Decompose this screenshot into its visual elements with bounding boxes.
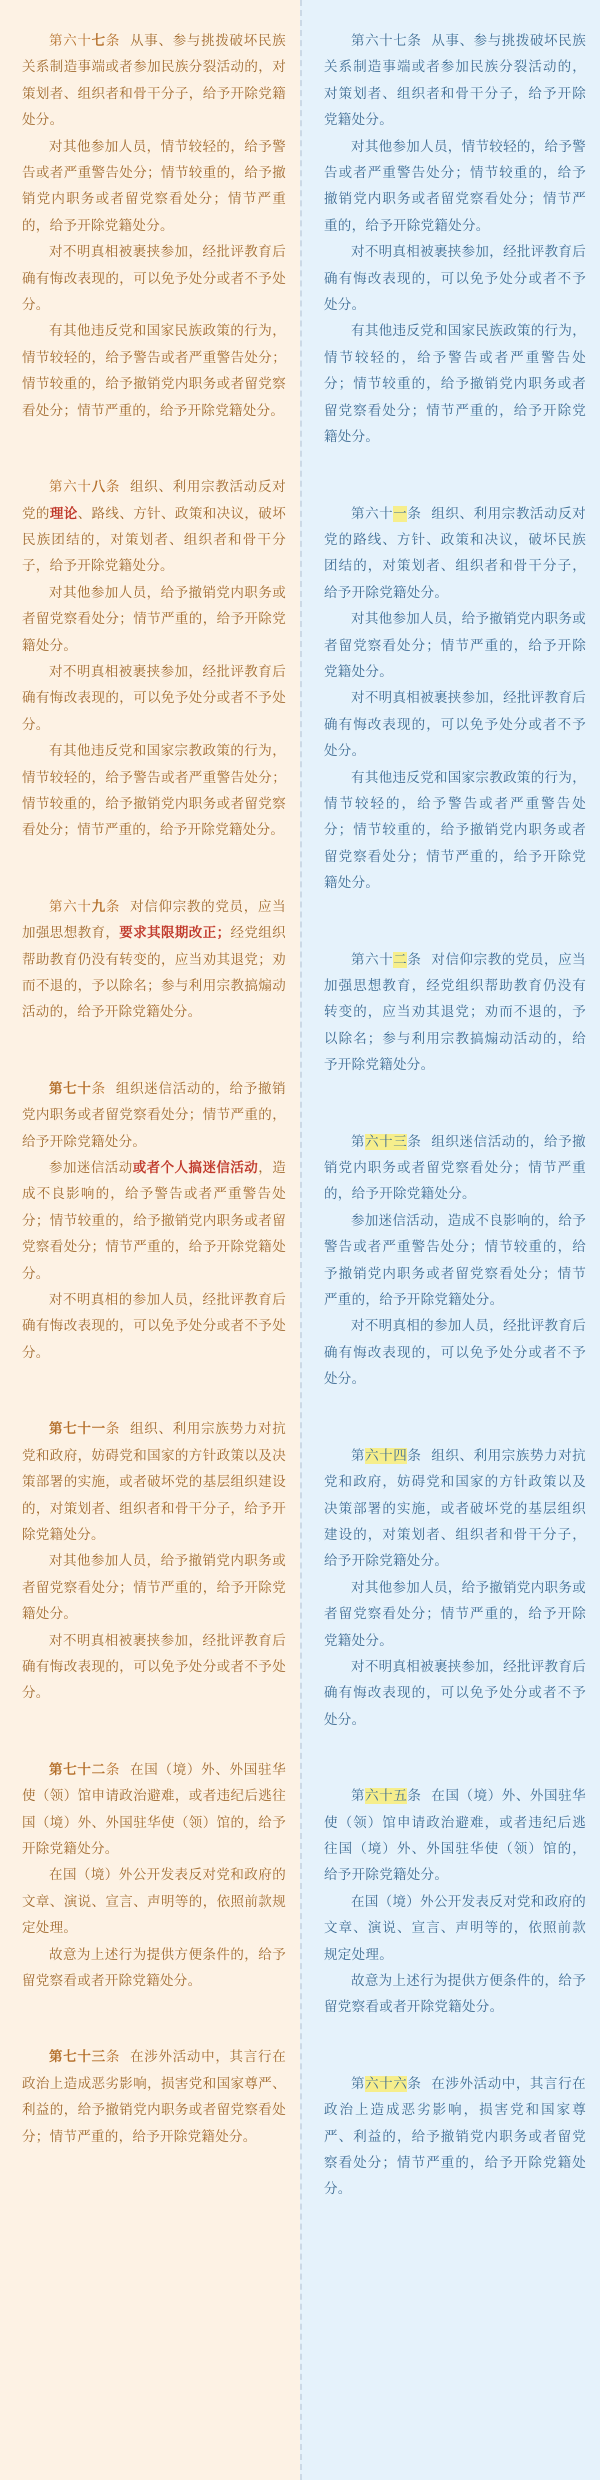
article-61-old bbox=[324, 501, 586, 897]
paragraph bbox=[22, 28, 286, 134]
article-text: 组织、利用宗教活动反对党的路线、方针、政策和决议，破坏民族团结的，对策划者、组织者和骨干分子，给予开除党籍处分。 bbox=[324, 505, 586, 601]
article-text: 从事、参与挑拨破坏民族关系制造事端或者参加民族分裂活动的，对策划者、组织者和骨干分子，给予开除党籍处分。 bbox=[22, 33, 286, 129]
paragraph bbox=[22, 1076, 286, 1155]
article-number-highlight: 六十六 bbox=[365, 2075, 408, 2092]
article-text: 在涉外活动中，其言行在政治上造成恶劣影响，损害党和国家尊严、利益的，给予撤销党内职务或者留党察看处分；情节严重的，给予开除党籍处分。 bbox=[22, 2049, 286, 2145]
paragraph bbox=[324, 28, 586, 134]
article-number-suffix: 条 bbox=[105, 2049, 121, 2066]
article-number-changed: 九 bbox=[91, 898, 106, 915]
paragraph bbox=[22, 894, 286, 1026]
article-number: 第六十 bbox=[351, 951, 394, 968]
changed-text: 或者个人搞迷信活动 bbox=[132, 1160, 259, 1177]
paragraph: 在国（境）外公开发表反对党和政府的文章、演说、宣言、声明等的，依照前款规定处理。 bbox=[22, 1867, 286, 1937]
paragraph: 对其他参加人员，给予撤销党内职务或者留党察看处分；情节严重的，给予开除党籍处分。 bbox=[324, 611, 586, 680]
article-66-old bbox=[324, 2071, 586, 2203]
article-number-suffix: 条 bbox=[105, 1761, 121, 1778]
article-number-suffix: 条 bbox=[407, 951, 422, 968]
article-number: 第六十 bbox=[49, 33, 92, 49]
article-number-suffix: 条 bbox=[105, 1421, 121, 1438]
article-number-changed: 八 bbox=[91, 479, 106, 496]
article-text: 组织、利用宗教活动反对党的 bbox=[22, 479, 286, 522]
paragraph bbox=[324, 1129, 586, 1208]
article-number-suffix: 条 bbox=[91, 1080, 106, 1097]
paragraph: 对不明真相被裹挟参加，经批评教育后确有悔改表现的，可以免予处分或者不予处分。 bbox=[22, 244, 286, 314]
paragraph bbox=[22, 474, 286, 580]
article-number-highlight: 六十三 bbox=[365, 1133, 408, 1150]
article-number-suffix: 条 bbox=[105, 479, 121, 496]
paragraph: 故意为上述行为提供方便条件的，给予留党察看或者开除党籍处分。 bbox=[22, 1946, 286, 1989]
paragraph: 对其他参加人员，给予撤销党内职务或者留党察看处分；情节严重的，给予开除党籍处分。 bbox=[324, 1579, 586, 1649]
paragraph: 对其他参加人员，给予撤销党内职务或者留党察看处分；情节严重的，给予开除党籍处分。 bbox=[22, 584, 286, 654]
article-number-changed: 第七十一 bbox=[49, 1421, 106, 1438]
article-number-suffix: 条 bbox=[105, 33, 121, 49]
article-number: 第六十七条 bbox=[351, 33, 422, 49]
article-number-highlight: 一 bbox=[393, 505, 408, 522]
article-number-suffix: 条 bbox=[407, 1133, 422, 1150]
article-64-old bbox=[324, 1443, 586, 1733]
article-number-suffix: 条 bbox=[105, 898, 121, 915]
article-number-suffix: 条 bbox=[407, 1447, 422, 1464]
paragraph: 对不明真相的参加人员，经批评教育后确有悔改表现的，可以免予处分或者不予处分。 bbox=[324, 1318, 586, 1388]
article-number-changed: 七 bbox=[91, 33, 106, 49]
paragraph bbox=[22, 1416, 286, 1548]
paragraph: 对不明真相被裹挟参加，经批评教育后确有悔改表现的，可以免予处分或者不予处分。 bbox=[22, 663, 286, 733]
article-62-old bbox=[324, 947, 586, 1079]
article-number-suffix: 条 bbox=[407, 2075, 422, 2092]
article-number-highlight: 六十五 bbox=[365, 1788, 408, 1805]
article-text: 、路线、方针、政策和决议，破坏民族团结的，对策划者、组织者和骨干分子，给予开除党籍处分。 bbox=[22, 505, 287, 575]
article-text: 组织、利用宗族势力对抗党和政府，妨碍党和国家的方针政策以及决策部署的实施，或者破坏党的基层组织建设的，对策划者、组织者和骨干分子，给予开除党籍处分。 bbox=[324, 1447, 586, 1570]
paragraph bbox=[22, 1757, 286, 1863]
paragraph: 故意为上述行为提供方便条件的，给予留党察看或者开除党籍处分。 bbox=[324, 1973, 586, 2016]
article-text: 在国（境）外、外国驻华使（领）馆申请政治避难，或者违纪后逃往国（境）外、外国驻华使（领）馆的，给予开除党籍处分。 bbox=[22, 1761, 286, 1857]
article-number: 第六十 bbox=[49, 898, 92, 915]
article-number-suffix: 条 bbox=[407, 505, 422, 522]
article-72-new bbox=[22, 1757, 286, 1995]
article-number: 第 bbox=[351, 1447, 366, 1464]
article-number-changed: 第七十 bbox=[49, 1080, 92, 1097]
article-text: 在涉外活动中，其言行在政治上造成恶劣影响，损害党和国家尊严、利益的，给予撤销党内职务或者留党察看处分；情节严重的，给予开除党籍处分。 bbox=[324, 2075, 586, 2198]
article-69-new bbox=[22, 894, 286, 1026]
article-number-highlight: 二 bbox=[393, 951, 408, 968]
paragraph: 有其他违反党和国家民族政策的行为，情节较轻的，给予警告或者严重警告处分；情节较重的，给予撤销党内职务或者留党察看处分；情节严重的，给予开除党籍处分。 bbox=[324, 323, 586, 446]
old-version-column bbox=[300, 0, 600, 2480]
article-number-highlight: 六十四 bbox=[365, 1447, 408, 1464]
changed-text: 理论 bbox=[49, 505, 78, 522]
article-text: 从事、参与挑拨破坏民族关系制造事端或者参加民族分裂活动的，对策划者、组织者和骨干分子，给予开除党籍处分。 bbox=[324, 33, 586, 129]
article-text: ，造成不良影响的，给予警告或者严重警告处分；情节较重的，给予撤销党内职务或者留党察看处分；情节严重的，给予开除党籍处分。 bbox=[22, 1160, 286, 1282]
article-73-new bbox=[22, 2044, 286, 2150]
article-text: 经党组织帮助教育仍没有转变的，应当劝其退党；劝而不退的，予以除名；参与利用宗教搞煽动活动的，给予开除党籍处分。 bbox=[22, 925, 286, 1021]
article-68-new bbox=[22, 474, 286, 844]
paragraph: 有其他违反党和国家民族政策的行为，情节较轻的，给予警告或者严重警告处分；情节较重的，给予撤销党内职务或者留党察看处分；情节严重的，给予开除党籍处分。 bbox=[22, 323, 286, 419]
paragraph: 对其他参加人员，给予撤销党内职务或者留党察看处分；情节严重的，给予开除党籍处分。 bbox=[22, 1553, 286, 1623]
article-text: 对信仰宗教的党员，应当加强思想教育， bbox=[22, 898, 286, 942]
paragraph: 对不明真相被裹挟参加，经批评教育后确有悔改表现的，可以免予处分或者不予处分。 bbox=[324, 1658, 586, 1728]
article-67-new bbox=[22, 28, 286, 424]
paragraph: 对不明真相的参加人员，经批评教育后确有悔改表现的，可以免予处分或者不予处分。 bbox=[22, 1292, 286, 1361]
paragraph: 在国（境）外公开发表反对党和政府的文章、演说、宣言、声明等的，依照前款规定处理。 bbox=[324, 1893, 586, 1963]
paragraph: 对不明真相被裹挟参加，经批评教育后确有悔改表现的，可以免予处分或者不予处分。 bbox=[22, 1632, 286, 1702]
article-text: 组织、利用宗族势力对抗党和政府，妨碍党和国家的方针政策以及决策部署的实施，或者破坏党的基层组织建设的，对策划者、组织者和骨干分子，给予开除党籍处分。 bbox=[22, 1421, 286, 1543]
article-number: 第 bbox=[351, 1788, 366, 1805]
paragraph: 对其他参加人员，情节较轻的，给予警告或者严重警告处分；情节较重的，给予撤销党内职务或者留党察看处分；情节严重的，给予开除党籍处分。 bbox=[324, 138, 586, 234]
changed-text: 要求其限期改正； bbox=[119, 925, 231, 942]
paragraph: 对其他参加人员，情节较轻的，给予警告或者严重警告处分；情节较重的，给予撤销党内职务或者留党察看处分；情节严重的，给予开除党籍处分。 bbox=[22, 138, 286, 234]
article-65-old bbox=[324, 1783, 586, 2021]
paragraph bbox=[324, 947, 586, 1079]
paragraph: 有其他违反党和国家宗教政策的行为，情节较轻的，给予警告或者严重警告处分；情节较重的，给予撤销党内职务或者留党察看处分；情节严重的，给予开除党籍处分。 bbox=[324, 769, 586, 892]
article-text: 对信仰宗教的党员，应当加强思想教育，经党组织帮助教育仍没有转变的，应当劝其退党；劝而不退的，予以除名；参与利用宗教搞煽动活动的，给予开除党籍处分。 bbox=[324, 951, 586, 1074]
article-number: 第六十 bbox=[351, 505, 394, 522]
article-71-new bbox=[22, 1416, 286, 1706]
article-63-old bbox=[324, 1129, 586, 1393]
article-number: 第 bbox=[351, 1133, 366, 1150]
paragraph bbox=[324, 1443, 586, 1575]
paragraph bbox=[22, 2044, 286, 2150]
article-text: 组织迷信活动的，给予撤销党内职务或者留党察看处分；情节严重的，给予开除党籍处分。 bbox=[324, 1133, 586, 1203]
article-67-old bbox=[324, 28, 586, 451]
paragraph: 对不明真相被裹挟参加，经批评教育后确有悔改表现的，可以免予处分或者不予处分。 bbox=[324, 690, 586, 760]
article-70-new bbox=[22, 1076, 286, 1366]
article-number-suffix: 条 bbox=[407, 1788, 422, 1805]
article-number-changed: 第七十三 bbox=[49, 2049, 106, 2066]
paragraph: 参加迷信活动，造成不良影响的，给予警告或者严重警告处分；情节较重的，给予撤销党内职务或者留党察看处分；情节严重的，给予开除党籍处分。 bbox=[324, 1212, 586, 1309]
article-number: 第六十 bbox=[49, 479, 92, 496]
paragraph bbox=[324, 501, 586, 607]
paragraph bbox=[324, 1783, 586, 1889]
article-text: 参加迷信活动 bbox=[49, 1160, 133, 1177]
article-text: 在国（境）外、外国驻华使（领）馆申请政治避难，或者违纪后逃往国（境）外、外国驻华使（领）馆的，给予开除党籍处分。 bbox=[324, 1788, 586, 1884]
paragraph: 对不明真相被裹挟参加，经批评教育后确有悔改表现的，可以免予处分或者不予处分。 bbox=[324, 244, 586, 314]
article-text: 组织迷信活动的，给予撤销党内职务或者留党察看处分；情节严重的，给予开除党籍处分。 bbox=[22, 1080, 286, 1150]
paragraph: 有其他违反党和国家宗教政策的行为，情节较轻的，给予警告或者严重警告处分；情节较重的，给予撤销党内职务或者留党察看处分；情节严重的，给予开除党籍处分。 bbox=[22, 743, 286, 839]
article-number-changed: 第七十二 bbox=[49, 1761, 106, 1778]
paragraph bbox=[22, 1155, 286, 1287]
article-number: 第 bbox=[351, 2075, 366, 2092]
paragraph bbox=[324, 2071, 586, 2203]
